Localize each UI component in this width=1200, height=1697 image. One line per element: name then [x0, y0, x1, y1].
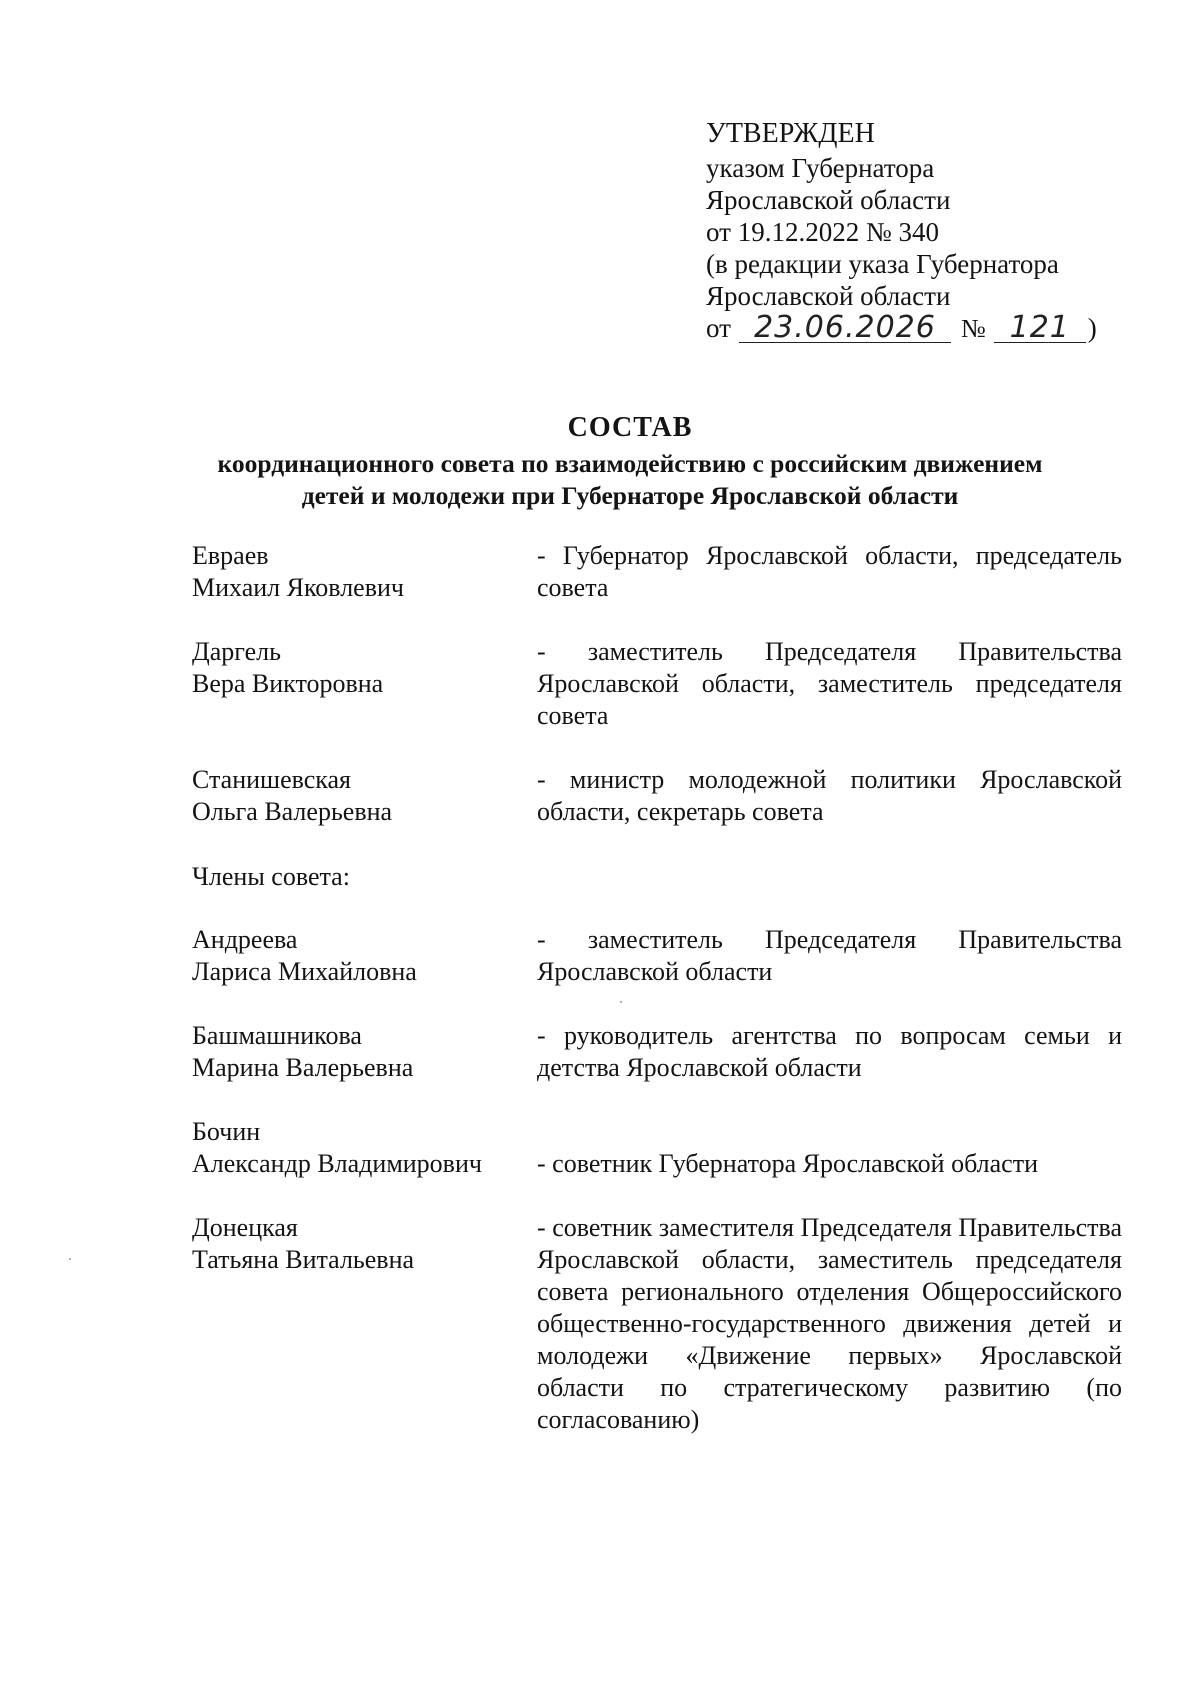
member-name [192, 540, 522, 604]
member-role: - министр молодежной политики Ярославской области, секретарь совета [537, 765, 1122, 826]
member-surname: Башмашникова [192, 1021, 362, 1050]
approval-line: Ярославской области [706, 185, 951, 215]
member-given-name: Михаил Яковлевич [192, 573, 404, 602]
scan-speck [620, 1001, 622, 1003]
member-name [192, 924, 522, 988]
edition-close-paren: ) [1087, 313, 1097, 343]
document-subtitle [150, 448, 1110, 512]
handwritten-date: 23.06.2026 [754, 310, 936, 345]
document-title: СОСТАВ [567, 412, 693, 443]
edition-line [706, 312, 1146, 345]
member-given-name: Александр Владимирович [192, 1149, 482, 1178]
member-given-name: Вера Викторовна [192, 669, 384, 698]
approval-line: от 19.12.2022 № 340 [706, 217, 939, 247]
member-name [192, 1212, 522, 1276]
subtitle-line-1: координационного совета по взаимодействию с российским движением [217, 449, 1043, 478]
member-given-name: Марина Валерьевна [192, 1053, 414, 1082]
member-given-name: Татьяна Витальевна [192, 1245, 415, 1274]
member-role: - заместитель Председателя Правительства Ярославской области, заместитель председателя совета [537, 637, 1122, 730]
member-role: - Губернатор Ярославской области, председатель совета [537, 541, 1122, 602]
approval-line: Ярославской области [706, 281, 951, 311]
edition-from-label: от [706, 313, 731, 343]
edition-number-sign: № [960, 314, 986, 343]
member-surname: Андреева [192, 925, 298, 954]
member-role: - советник заместителя Председателя Правительства Ярославской области, заместитель председателя совета регионального отделения Общероссийского общественно-государственного движения детей и молодежи «Движение первых» Ярославской области по стратегическому развитию (по согласованию) [537, 1213, 1122, 1434]
member-surname: Бочин [192, 1117, 261, 1146]
members-label: Члены совета: [192, 862, 350, 891]
member-given-name: Ольга Валерьевна [192, 797, 393, 826]
member-role: - заместитель Председателя Правительства Ярославской области [537, 925, 1122, 986]
member-role: - советник Губернатора Ярославской области [537, 1149, 1038, 1178]
approval-line: указом Губернатора [706, 153, 935, 183]
member-surname: Евраев [192, 541, 269, 570]
approval-line: (в редакции указа Губернатора [706, 249, 1059, 279]
scan-speck [69, 1258, 71, 1260]
member-given-name: Лариса Михайловна [192, 957, 417, 986]
member-name [192, 764, 522, 828]
handwritten-number: 121 [1009, 310, 1070, 345]
subtitle-line-2: детей и молодежи при Губернаторе Ярославской области [301, 481, 959, 510]
approval-heading: УТВЕРЖДЕН [706, 118, 875, 149]
member-name [192, 636, 522, 700]
member-surname: Даргель [192, 637, 281, 666]
member-name [192, 1116, 522, 1180]
member-role: - руководитель агентства по вопросам семьи и детства Ярославской области [537, 1021, 1122, 1082]
approval-stamp [706, 118, 1146, 345]
member-surname: Донецкая [192, 1213, 298, 1242]
member-name [192, 1020, 522, 1084]
edition-date-field [739, 310, 951, 345]
edition-number-field [994, 310, 1086, 345]
member-surname: Станишевская [192, 765, 352, 794]
